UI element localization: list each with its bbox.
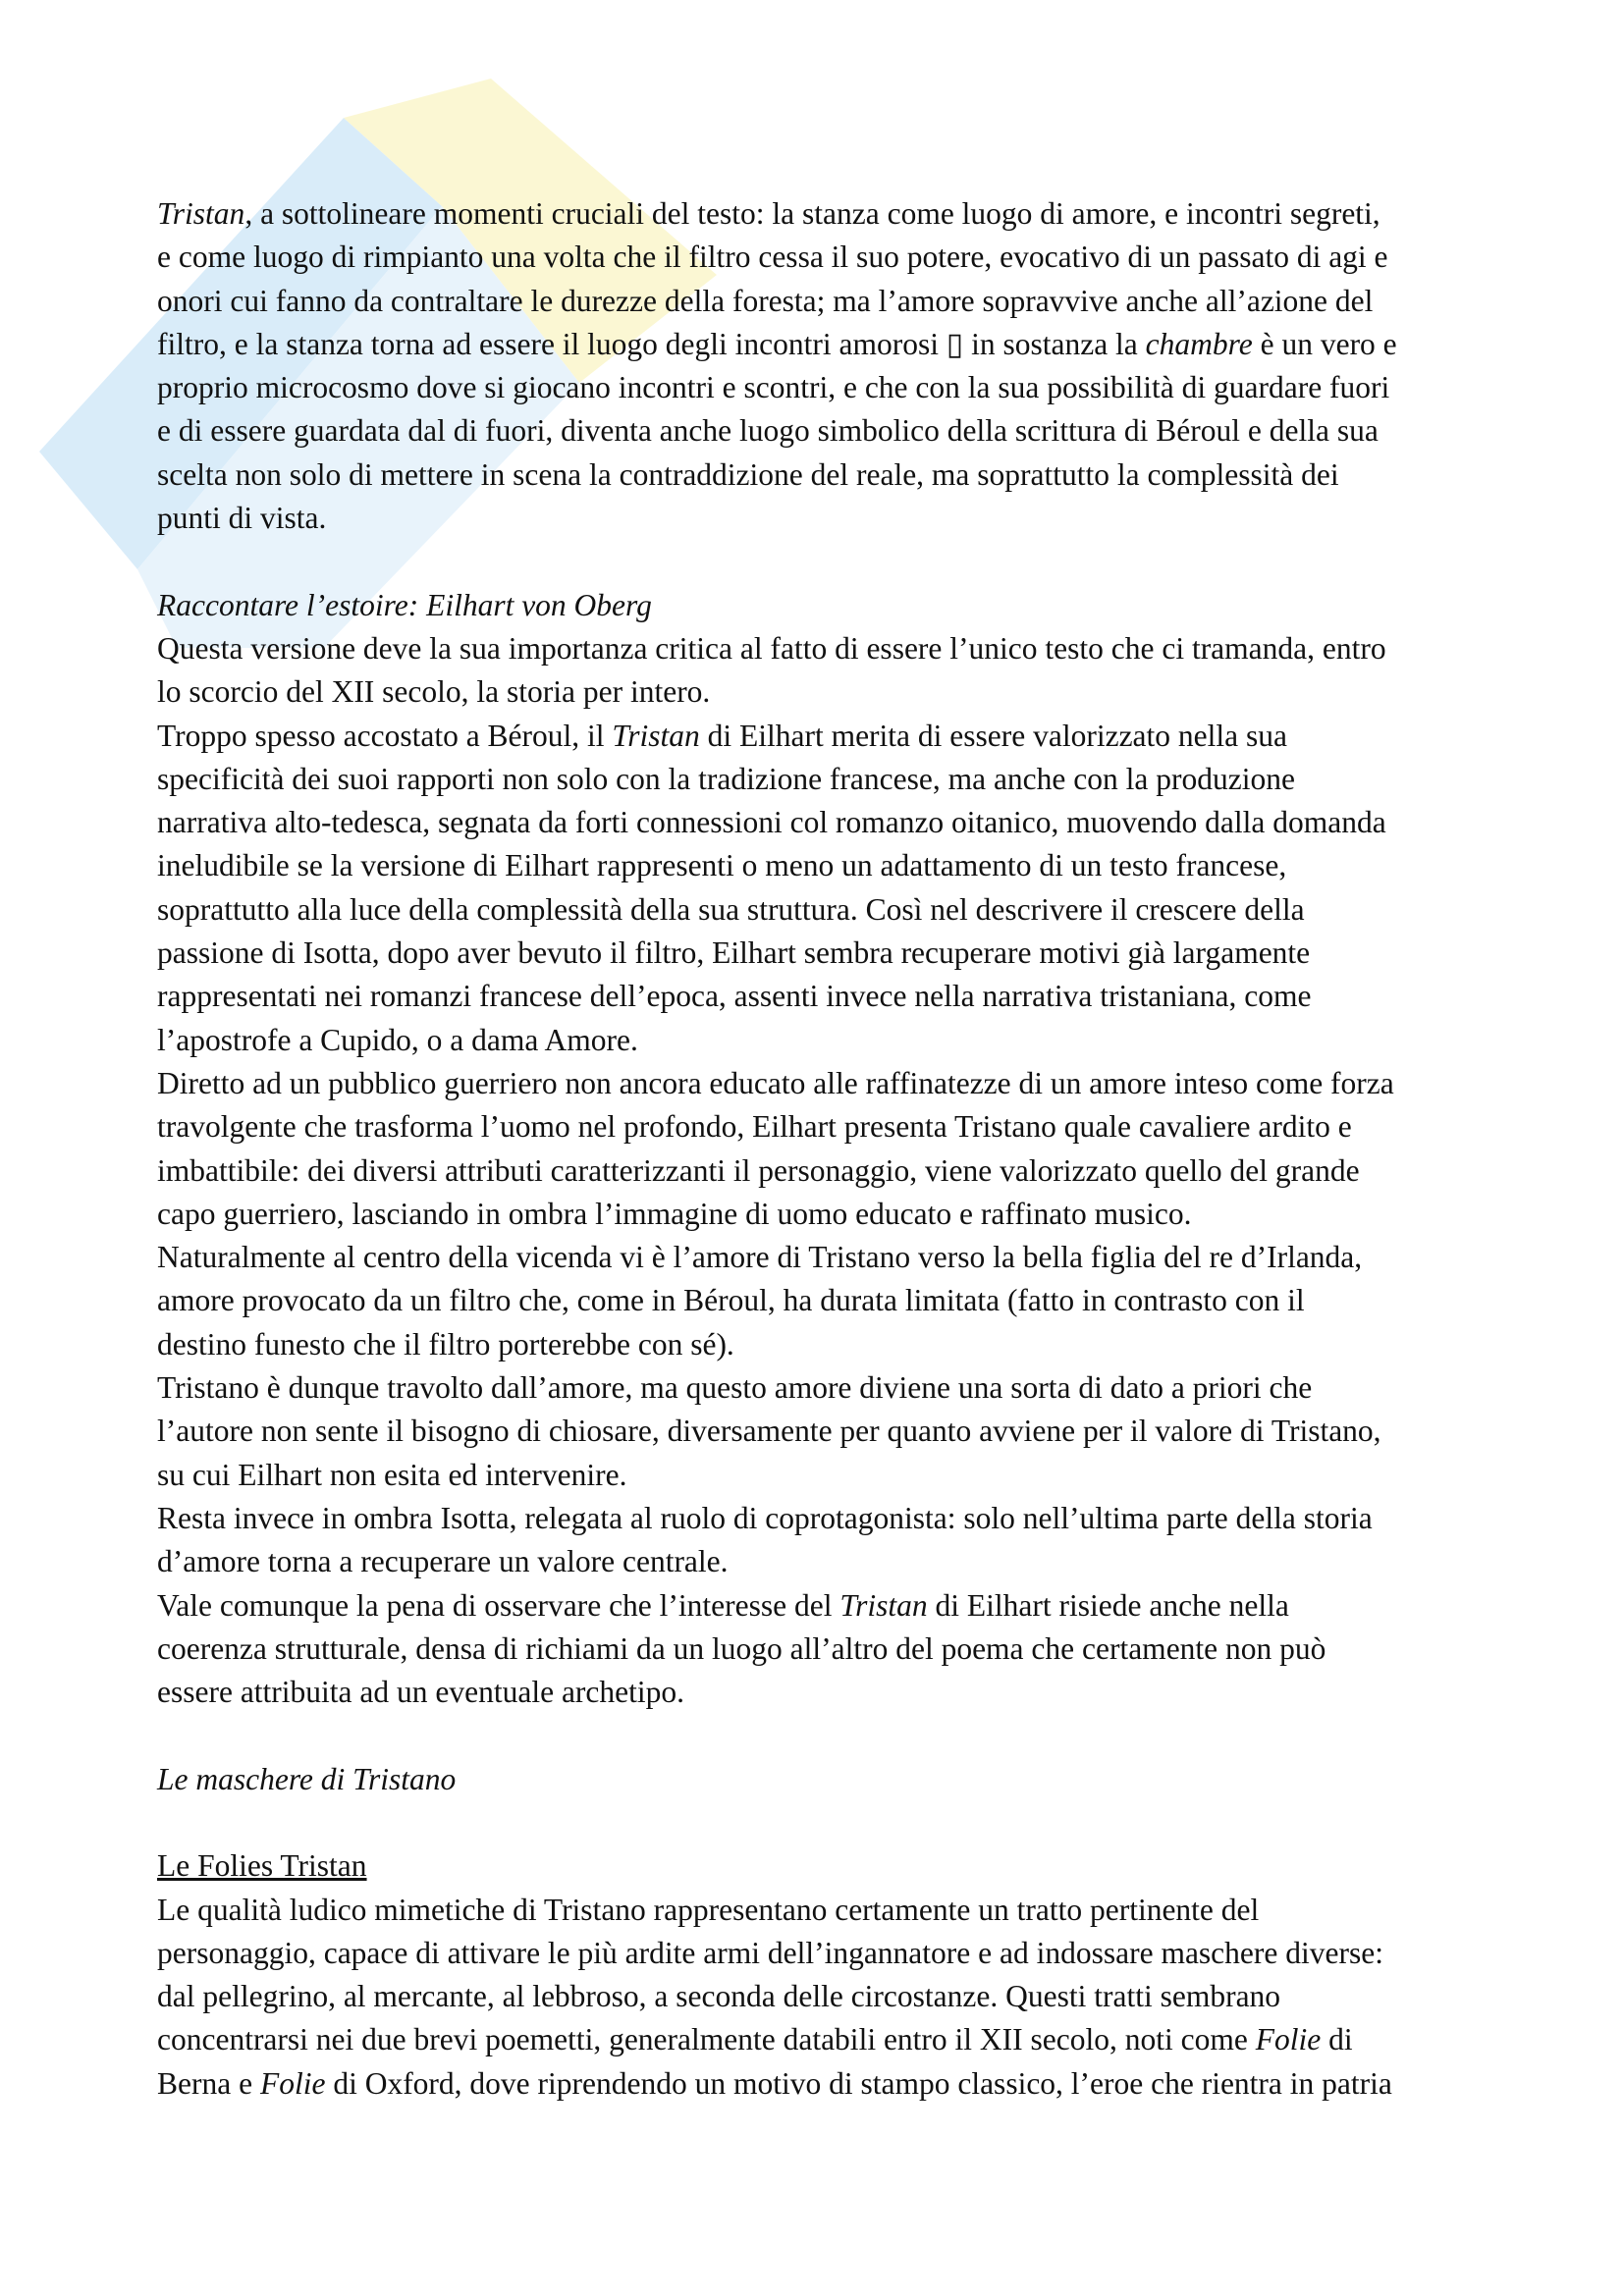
text-line: [157, 2062, 1397, 2106]
italic-text: Tristan: [612, 718, 700, 753]
text-segment: rappresentati nei romanzi francese dell’epoca, assenti invece nella narrativa tristaniana, come: [157, 979, 1312, 1014]
text-line: [157, 1540, 1397, 1583]
text-segment: , a sottolineare momenti cruciali del testo: la stanza come luogo di amore, e incontri segreti,: [244, 196, 1380, 231]
text-line: [157, 192, 1397, 236]
text-segment: narrativa alto-tedesca, segnata da forti connessioni col romanzo oitanico, muovendo dalla domanda: [157, 805, 1386, 840]
italic-text: Tristan: [157, 196, 245, 231]
blank-line: [157, 1801, 1397, 1844]
text-segment: essere attribuita ad un eventuale archetipo.: [157, 1675, 685, 1710]
text-line: [157, 1497, 1397, 1540]
text-line: [157, 454, 1397, 497]
text-line: [157, 715, 1397, 758]
text-segment: di Oxford, dove riprendendo un motivo di stampo classico, l’eroe che rientra in patria: [325, 2065, 1392, 2101]
document-page: [157, 192, 1397, 2106]
italic-text: Raccontare l’estoire: Eilhart von Oberg: [157, 587, 652, 622]
text-segment: Le qualità ludico mimetiche di Tristano rappresentano certamente un tratto pertinente del: [157, 1892, 1260, 1927]
text-segment: concentrarsi nei due brevi poemetti, generalmente databili entro il XII secolo, noti come: [157, 2022, 1256, 2057]
text-segment: punti di vista.: [157, 501, 327, 536]
text-segment: di: [1321, 2022, 1353, 2057]
italic-text: Tristan: [839, 1587, 928, 1623]
text-line: [157, 1019, 1397, 1062]
text-line: [157, 1323, 1397, 1366]
text-segment: d’amore torna a recuperare un valore centrale.: [157, 1544, 729, 1579]
text-line: [157, 584, 1397, 627]
text-line: [157, 1975, 1397, 2018]
text-segment: filtro, e la stanza torna ad essere il luogo degli incontri amorosi ▯ in sostanza la: [157, 326, 1146, 361]
text-line: [157, 1062, 1397, 1105]
text-line: [157, 1279, 1397, 1322]
text-line: [157, 975, 1397, 1018]
text-line: [157, 280, 1397, 323]
text-line: [157, 497, 1397, 540]
text-line: [157, 932, 1397, 975]
text-segment: su cui Eilhart non esita ed intervenire.: [157, 1457, 627, 1492]
text-segment: e di essere guardata dal di fuori, diventa anche luogo simbolico della scrittura di Béroul e della sua: [157, 413, 1379, 449]
text-segment: l’apostrofe a Cupido, o a dama Amore.: [157, 1022, 638, 1057]
text-segment: Vale comunque la pena di osservare che l’interesse del: [157, 1587, 840, 1623]
text-segment: coerenza strutturale, densa di richiami da un luogo all’altro del poema che certamente non può: [157, 1630, 1326, 1666]
text-line: [157, 1193, 1397, 1236]
text-segment: Questa versione deve la sua importanza critica al fatto di essere l’unico testo che ci tramanda, entro: [157, 630, 1386, 666]
text-segment: Troppo spesso accostato a Béroul, il: [157, 718, 613, 753]
text-segment: capo guerriero, lasciando in ombra l’immagine di uomo educato e raffinato musico.: [157, 1196, 1192, 1231]
text-segment: imbattibile: dei diversi attributi caratterizzanti il personaggio, viene valorizzato quello del grande: [157, 1152, 1360, 1188]
blank-line: [157, 540, 1397, 583]
text-line: [157, 1628, 1397, 1671]
text-line: [157, 844, 1397, 887]
text-segment: e come luogo di rimpianto una volta che il filtro cessa il suo potere, evocativo di un passato di agi e: [157, 240, 1388, 275]
text-line: [157, 1149, 1397, 1193]
text-segment: passione di Isotta, dopo aver bevuto il filtro, Eilhart sembra recuperare motivi già largamente: [157, 935, 1311, 971]
text-segment: ineludibile se la versione di Eilhart rappresenti o meno un adattamento di un testo francese,: [157, 848, 1287, 883]
text-line: [157, 323, 1397, 366]
text-line: [157, 1236, 1397, 1279]
text-segment: Berna e: [157, 2065, 260, 2101]
text-segment: dal pellegrino, al mercante, al lebbroso, a seconda delle circostanze. Questi tratti sembrano: [157, 1979, 1281, 2014]
text-segment: onori cui fanno da contraltare le durezze della foresta; ma l’amore sopravvive anche all’azione del: [157, 283, 1374, 318]
text-segment: Naturalmente al centro della vicenda vi è l’amore di Tristano verso la bella figlia del re d’Irlanda,: [157, 1240, 1363, 1275]
text-line: [157, 888, 1397, 932]
italic-text: chambre: [1145, 326, 1253, 361]
text-line: [157, 409, 1397, 453]
text-line: [157, 1410, 1397, 1453]
text-line: [157, 1105, 1397, 1148]
text-line: [157, 1366, 1397, 1410]
text-line: [157, 1844, 1397, 1888]
italic-text: Folie: [1255, 2022, 1322, 2057]
blank-line: [157, 1714, 1397, 1757]
text-line: [157, 1671, 1397, 1714]
text-segment: specificità dei suoi rapporti non solo con la tradizione francese, ma anche con la produzione: [157, 761, 1295, 796]
text-segment: scelta non solo di mettere in scena la contraddizione del reale, ma soprattutto la complessità dei: [157, 456, 1339, 492]
text-line: [157, 758, 1397, 801]
text-line: [157, 670, 1397, 714]
text-segment: proprio microcosmo dove si giocano incontri e scontri, e che con la sua possibilità di guardare fuori: [157, 370, 1390, 405]
text-line: [157, 1889, 1397, 1932]
text-segment: amore provocato da un filtro che, come in Béroul, ha durata limitata (fatto in contrasto con il: [157, 1283, 1305, 1318]
text-line: [157, 1932, 1397, 1975]
text-segment: soprattutto alla luce della complessità della sua struttura. Così nel descrivere il crescere della: [157, 891, 1305, 927]
text-segment: travolgente che trasforma l’uomo nel profondo, Eilhart presenta Tristano quale cavaliere ardito e: [157, 1109, 1352, 1145]
text-segment: destino funesto che il filtro porterebbe con sé).: [157, 1326, 734, 1362]
text-line: [157, 1758, 1397, 1801]
text-segment: l’autore non sente il bisogno di chiosare, diversamente per quanto avviene per il valore di Tristano,: [157, 1414, 1381, 1449]
text-segment: Tristano è dunque travolto dall’amore, ma questo amore diviene una sorta di dato a priori che: [157, 1370, 1313, 1406]
text-segment: di Eilhart merita di essere valorizzato nella sua: [699, 718, 1287, 753]
text-segment: lo scorcio del XII secolo, la storia per intero.: [157, 674, 711, 710]
text-segment: di Eilhart risiede anche nella: [927, 1587, 1289, 1623]
italic-text: Le maschere di Tristano: [157, 1761, 457, 1796]
text-line: [157, 2018, 1397, 2061]
text-segment: è un vero e: [1252, 326, 1397, 361]
text-line: [157, 1584, 1397, 1628]
text-line: [157, 1454, 1397, 1497]
text-segment: Diretto ad un pubblico guerriero non ancora educato alle raffinatezze di un amore inteso come forza: [157, 1065, 1394, 1100]
italic-text: Folie: [259, 2065, 326, 2101]
text-line: [157, 627, 1397, 670]
text-segment: Resta invece in ombra Isotta, relegata al ruolo di coprotagonista: solo nell’ultima parte della storia: [157, 1500, 1373, 1535]
underlined-heading: Le Folies Tristan: [157, 1848, 367, 1884]
text-line: [157, 236, 1397, 279]
text-line: [157, 801, 1397, 844]
text-line: [157, 366, 1397, 409]
text-segment: personaggio, capace di attivare le più ardite armi dell’ingannatore e ad indossare maschere diverse:: [157, 1935, 1383, 1970]
